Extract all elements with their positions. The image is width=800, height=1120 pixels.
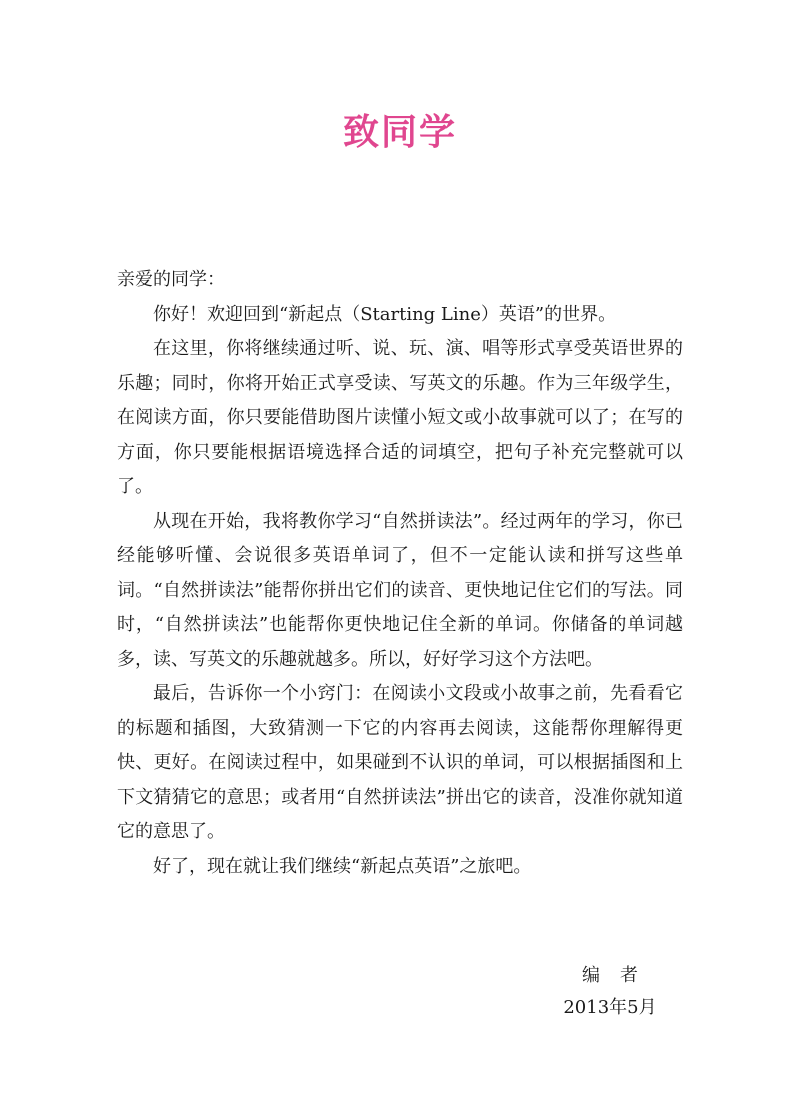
paragraph-tips: 最后，告诉你一个小窍门：在阅读小文段或小故事之前，先看看它的标题和插图，大致猜测一下它的内容再去阅读，这能帮你理解得更快、更好。在阅读过程中，如果碰到不认识的单词，可以根据插图和上下文猜猜它的意思；或者用“自然拼读法”拼出它的读音，没准你就知道它的意思了。 bbox=[117, 683, 683, 842]
signature-block bbox=[560, 960, 660, 1024]
paragraph-intro: 在这里，你将继续通过听、说、玩、演、唱等形式享受英语世界的乐趣；同时，你将开始正式享受读、写英文的乐趣。作为三年级学生，在阅读方面，你只要能借助图片读懂小短文或小故事就可以了；在写的方面，你只要能根据语境选择合适的词填空，把句子补充完整就可以了。 bbox=[117, 338, 683, 497]
page-title: 致同学 bbox=[342, 111, 457, 153]
paragraph-greeting: 你好！欢迎回到“新起点（Starting Line）英语”的世界。 bbox=[153, 303, 617, 325]
letter-body bbox=[117, 263, 683, 884]
salutation: 亲爱的同学： bbox=[117, 269, 225, 290]
signature-author: 编者 bbox=[582, 965, 658, 986]
paragraph-closing: 好了，现在就让我们继续“新起点英语”之旅吧。 bbox=[153, 855, 532, 877]
paragraph-phonics: 从现在开始，我将教你学习“自然拼读法”。经过两年的学习，你已经能够听懂、会说很多英语单词了，但不一定能认读和拼写这些单词。“自然拼读法”能帮你拼出它们的读音、更快地记住它们的写法。同时，“自然拼读法”也能帮你更快地记住全新的单词。你储备的单词越多，读、写英文的乐趣就越多。所以，好好学习这个方法吧。 bbox=[117, 510, 683, 670]
signature-date: 2013年5月 bbox=[563, 997, 657, 1018]
